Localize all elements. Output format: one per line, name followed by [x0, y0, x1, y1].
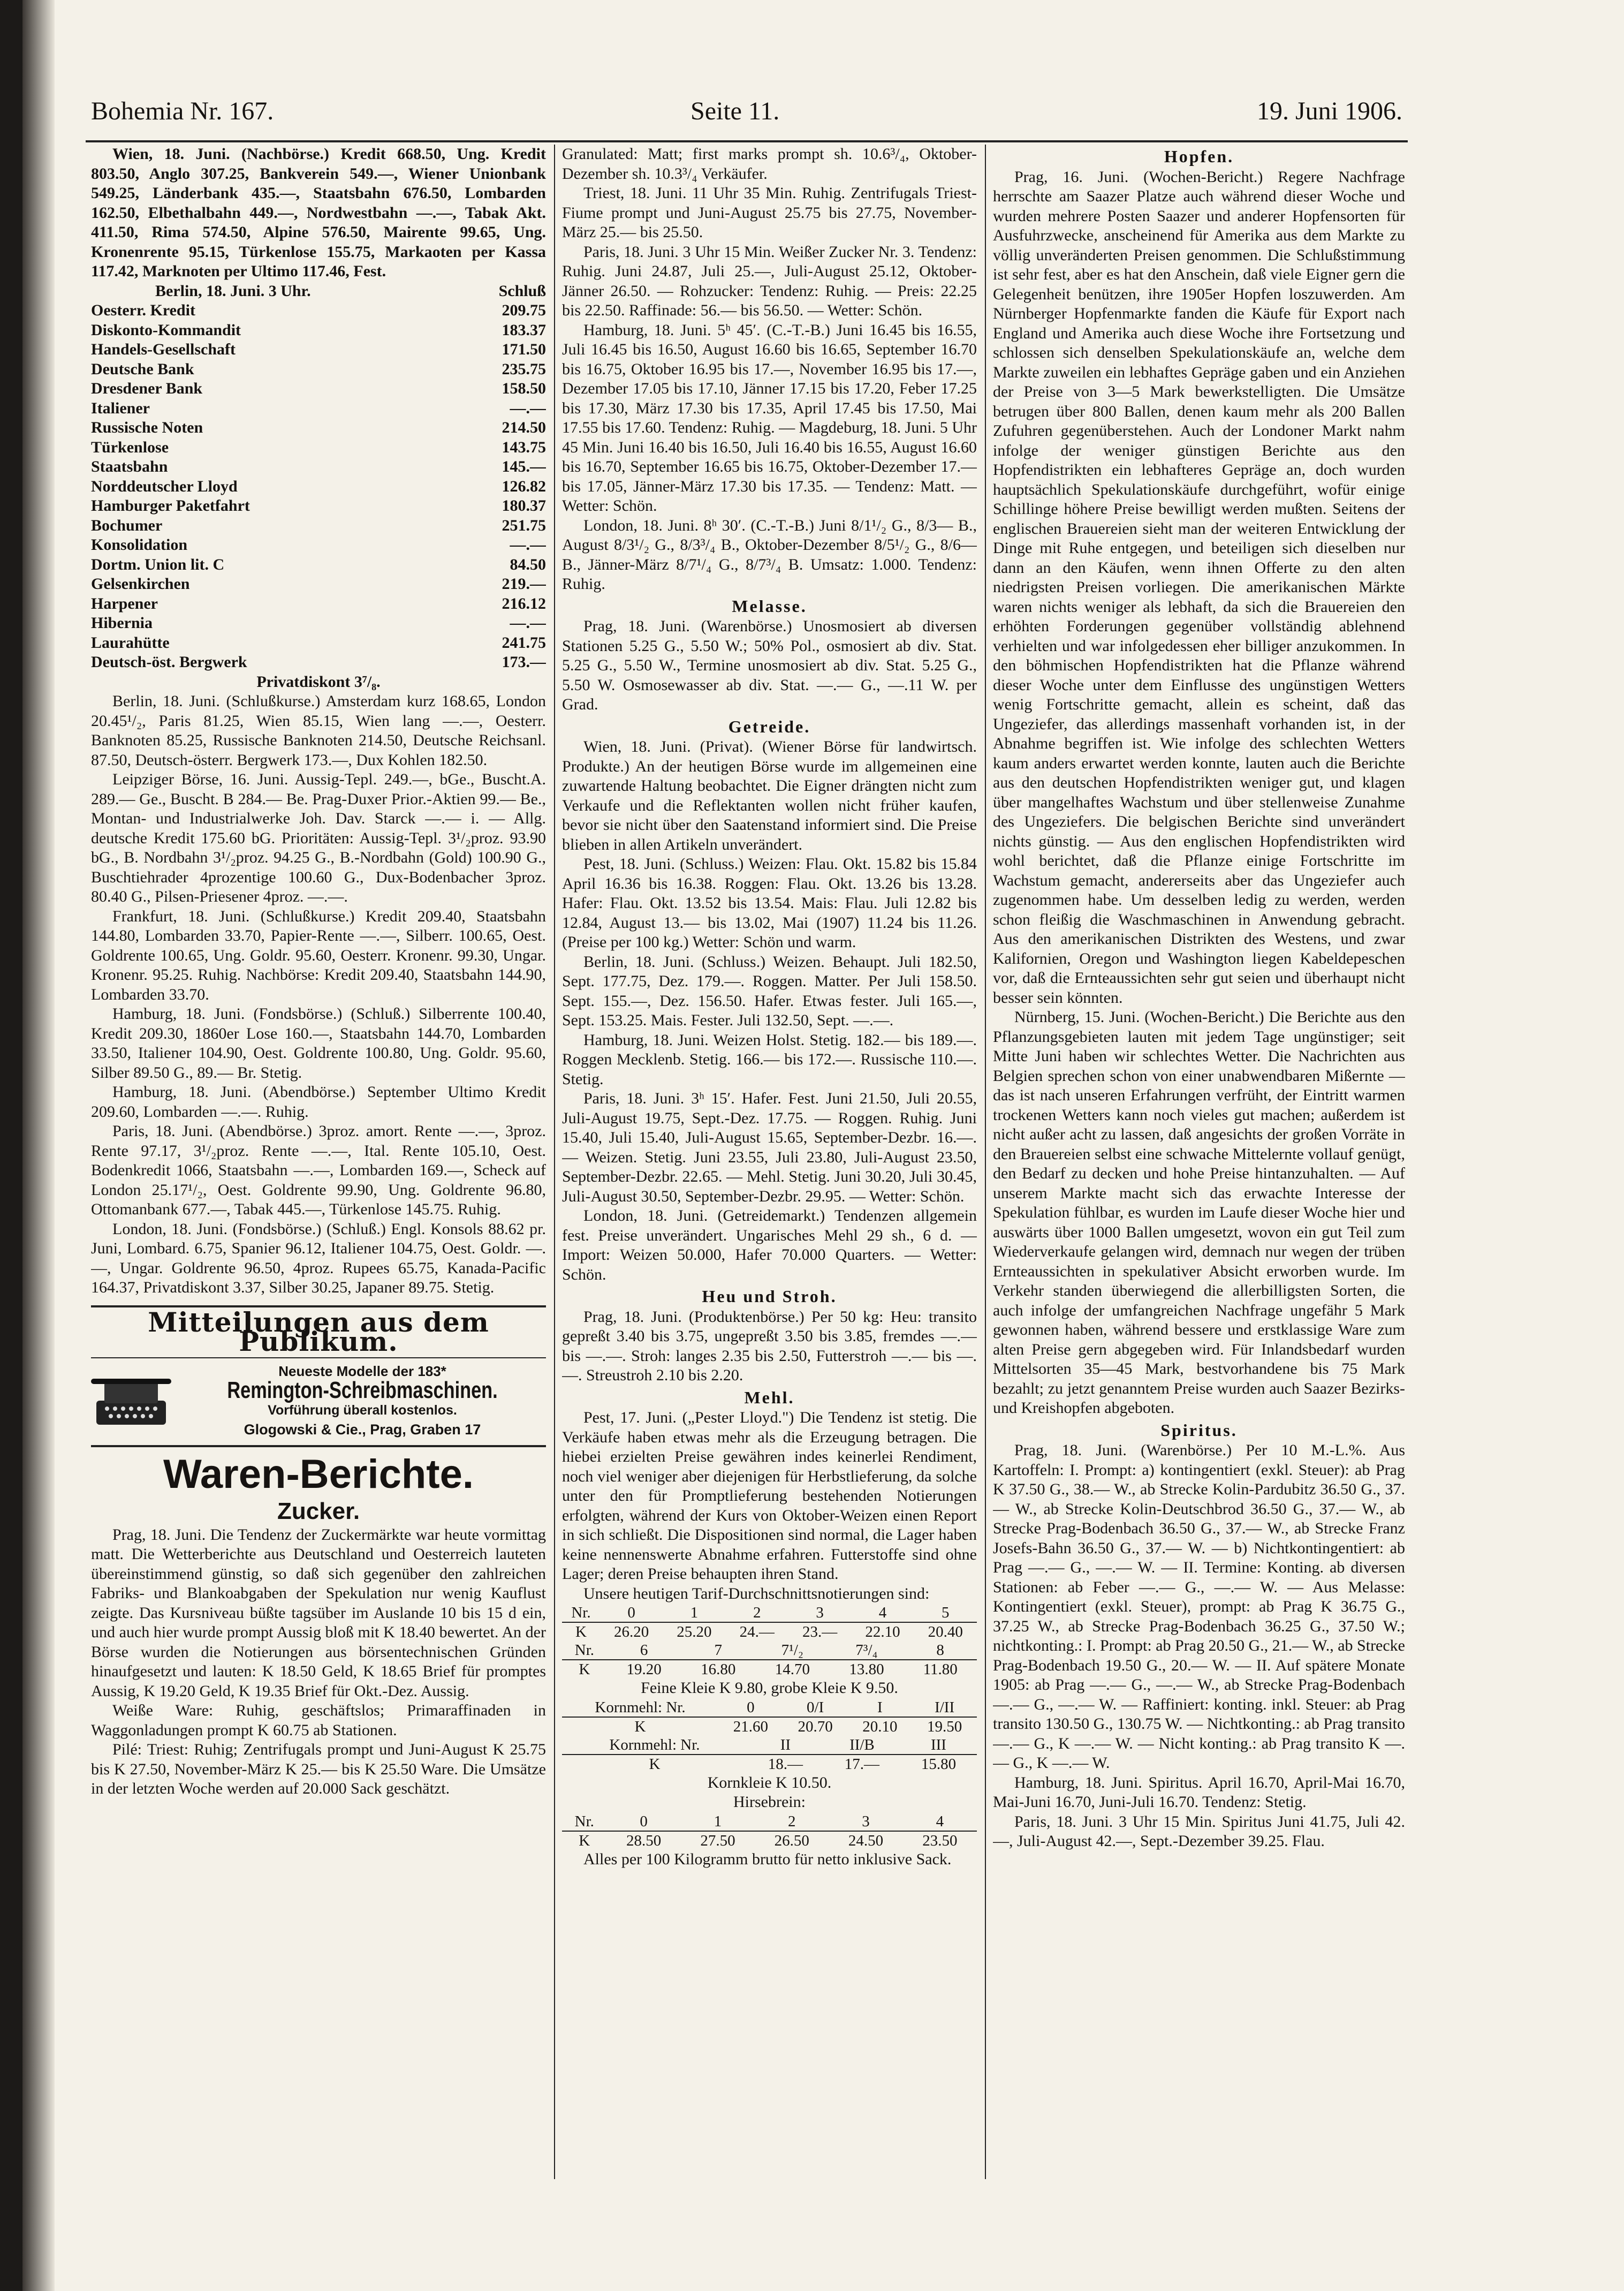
triest-zucker: Triest, 18. Juni. 11 Uhr 35 Min. Ruhig. Zentrifugals Triest-Fiume prompt und Juni-August 25.75 bis 27.75, November-März 25.— bis 25.50. — [562, 184, 977, 241]
ad-line-models: Neueste Modelle der 183* — [278, 1363, 446, 1379]
berlin-rate-row: Russische Noten 214.50 — [91, 419, 546, 436]
melasse-heading: Melasse. — [732, 596, 807, 616]
column-2 — [562, 145, 977, 2222]
zucker-prag-report: Prag, 18. Juni. Die Tendenz der Zuckermärkte war heute vormittag matt. Die Wetterberichte aus Deutschland und Oesterreich lauteten übereinstimmend günstig, so daß sich gegenüber den zahlreichen Fabriks- und Blankoabgaben der Spekulation nur wenig Kauflust zeigte. Das Kursniveau büßte tagsüber im Auslande 10 bis 15 d ein, und auch hier wurde prompt Aussig bloß mit K 18.40 bewertet. An der Börse wurden die Notierungen aus börsentechnischen Gründen hinaufgesetzt und lauten: K 18.50 Geld, K 18.65 Brief für promptes Aussig, K 19.20 Geld, K 19.35 Brief für Okt.-Dez. Aussig. — [91, 1525, 546, 1700]
berlin-rate-row: Hamburger Paketfahrt 180.37 — [91, 497, 546, 515]
kornmehl-table-1 — [562, 1698, 977, 1736]
berlin-table-head: Berlin, 18. Juni. 3 Uhr. Schluß — [155, 282, 546, 300]
berlin-rate-row: Konsolidation —.— — [91, 536, 546, 554]
ad-line-brand: Remington-Schreibmaschinen. — [227, 1377, 498, 1403]
hamburg-abendboerse: Hamburg, 18. Juni. (Abendbörse.) September Ultimo Kredit 209.60, Lombarden —.—. Ruhig. — [91, 1083, 546, 1121]
header-rule — [86, 140, 1408, 142]
typewriter-icon — [91, 1371, 171, 1430]
berlin-rate-row: Gelsenkirchen 219.— — [91, 575, 546, 593]
getreide-berlin: Berlin, 18. Juni. (Schluss.) Weizen. Behaupt. Juli 182.50, Sept. 177.75, Dez. 179.—. Roggen. Matter. Per Juli 158.50. Sept. 155.—, Dez. 156.50. Hafer. Etwas fester. Juli 165.—, Sept. 153.25. Mais. Fester. Juli 132.50, Sept. —.—. — [562, 952, 977, 1029]
spiritus-paris: Paris, 18. Juni. 3 Uhr 15 Min. Spiritus Juni 41.75, Juli 42.—, Juli-August 42.—, Sept.-Dezember 39.25. Flau. — [993, 1812, 1405, 1850]
spiritus-heading: Spiritus. — [1160, 1420, 1238, 1440]
header-date: 19. Juni 1906. — [1256, 97, 1402, 125]
berlin-rate-row: Dortm. Union lit. C 84.50 — [91, 555, 546, 573]
column-rule-1 — [554, 145, 555, 2179]
table-row: Kornmehl: Nr. 0 0/I I I/II — [562, 1698, 977, 1717]
getreide-heading: Getreide. — [728, 716, 811, 736]
hirsebrein-heading: Hirsebrein: — [733, 1793, 806, 1811]
getreide-paris: Paris, 18. Juni. 3ʰ 15′. Hafer. Fest. Juni 21.50, Juli 20.55, Juli-August 19.75, Sept.-Dez. 17.75. — Roggen. Ruhig. Juni 15.40, Juli 15.40, Juli-August 15.65, September-Dezbr. 16.—. — Weizen. Stetig. Juni 23.55, Juli 23.80, Juli-August 23.50, September-Dezbr. 22.65. — Mehl. Stetig. Juni 30.20, Juli 30.45, Juli-August 30.50, September-Dezbr. 29.95. — Wetter: Schön. — [562, 1090, 977, 1205]
berlin-rate-row: Harpener 216.12 — [91, 594, 546, 613]
remington-advertisement — [91, 1362, 546, 1440]
berlin-rate-row: Laurahütte 241.75 — [91, 633, 546, 652]
hamburg-magdeburg-zucker: Hamburg, 18. Juni. 5ʰ 45′. (C.-T.-B.) Juni 16.45 bis 16.55, Juli 16.45 bis 16.50, August 16.60 bis 16.65, September 16.70 bis 16.75, Oktober 16.95 bis 17.—, November 16.95 bis 17.—, Dezember 17.05 bis 17.10, Jänner 17.15 bis 17.20, Feber 17.25 bis 17.30, März 17.30 bis 17.35, April 17.45 bis 17.50, Mai 17.55 bis 17.60. Tendenz: Ruhig. — Magdeburg, 18. Juni. 5 Uhr 45 Min. Juni 16.40 bis 16.50, Juli 16.40 bis 16.55, August 16.60 bis 16.70, September 16.65 bis 16.75, Oktober-Dezember 17.— bis 17.05, Jänner-März 17.30 bis 17.35. — Tendenz: Matt. — Wetter: Schön. — [562, 321, 977, 515]
berlin-rate-row: Türkenlose 143.75 — [91, 438, 546, 456]
column-1 — [91, 145, 546, 2222]
tarif-intro: Unsere heutigen Tarif-Durchschnittsnotierungen sind: — [583, 1584, 930, 1602]
zucker-weisse-ware: Weiße Ware: Ruhig, geschäftslos; Primaraffinaden in Waggonladungen prompt K 60.75 ab Stationen. — [91, 1702, 546, 1739]
kornmehl-table-2 — [562, 1736, 977, 1773]
spiritus-prag: Prag, 18. Juni. (Warenbörse.) Per 10 M.-L.%. Aus Kartoffeln: I. Prompt: a) kontingentiert (exkl. Steuer): ab Prag K 37.50 G., 38.— W., ab Strecke Kolin-Pardubitz 36.50 G., 37.— W., ab Strecke Kolin-Deutschbrod 36.50 G., 37.— W., ab Strecke Prag-Bodenbach 36.50 G., 37.— W., ab Strecke Franz Josefs-Bahn 36.50 G., 37.— W. — b) Nichtkontingentiert: ab Prag —.— G., —.— W. — II. Termine: Konting. ab diversen Stationen: ab Feber —.— G., —.— W. — Aus Melasse: Kontingentiert (exkl. Steuer), prompt: ab Prag K 36.75 G., 37.25 W., ab Strecke Prag-Bodenbach 36.25 G., 37.50 W.; nichtkonting.: I. Prompt: ab Prag 20.50 G., 21.— W., ab Strecke Prag-Bodenbach 19.50 G., 20.— W. — II. Auf spätere Monate 1905: ab Prag —.— G., —.— W., ab Strecke Prag-Bodenbach —.— G., —.— W. — Raffiniert: konting. inkl. Steuer: ab Prag transito 130.50 G., 130.75 W. — Nichtkonting.: ab Prag transito —.— G., K —.— W. — Nicht konting.: ab Prag transito K —.— G., K —.— W. — [993, 1441, 1405, 1772]
heu-stroh-heading: Heu und Stroh. — [702, 1287, 837, 1306]
header-paper-name: Bohemia Nr. 167. — [91, 97, 274, 125]
zucker-pile: Pilé: Triest: Ruhig; Zentrifugals prompt und Juni-August K 25.75 bis K 27.50, November-März K 25.— bis K 25.50 Ware. Die Umsätze in der letzten Woche werden auf 20.000 Sack geschätzt. — [91, 1741, 546, 1797]
zucker-heading: Zucker. — [277, 1498, 360, 1524]
getreide-london: London, 18. Juni. (Getreidemarkt.) Tendenzen allgemein fest. Preise unverändert. Ungarisches Mehl 29 sh., 6 d. — Import: Weizen 50.000, Hafer 70.000 Quarters. — Wetter: Schön. — [562, 1207, 977, 1283]
table-row: K 19.20 16.80 14.70 13.80 11.80 — [579, 1661, 958, 1678]
hamburg-fondsboerse: Hamburg, 18. Juni. (Fondsbörse.) (Schluß.) Silberrente 100.40, Kredit 209.30, 1860er Lose 160.—, Staatsbahn 144.70, Lombarden 33.50, Italiener 104.90, Oest. Goldrente 100.80, Ung. Goldr. 95.60, Silber 89.50 G., 89.— Br. Stetig. — [91, 1005, 546, 1082]
berlin-schlusskurse: Berlin, 18. Juni. (Schlußkurse.) Amsterdam kurz 168.65, London 20.45¹/₂, Paris 81.25, Wien 85.15, Wien lang —.—, Oesterr. Banknoten 85.25, Russische Banknoten 214.50, Deutsche Reichsanl. 87.50, Deutsch-österr. Bergwerk 173.—, Dux Kohlen 182.50. — [91, 692, 546, 769]
paris-zucker: Paris, 18. Juni. 3 Uhr 15 Min. Weißer Zucker Nr. 3. Tendenz: Ruhig. Juni 24.87, Juli 25.—, Juli-August 25.12, Oktober-Jänner 26.50. — Rohzucker: Tendenz: Ruhig. — Preis: 22.25 bis 22.50. Raffinade: 56.— bis 56.50. — Wetter: Schön. — [562, 243, 977, 319]
getreide-pest: Pest, 18. Juni. (Schluss.) Weizen: Flau. Okt. 15.82 bis 15.84 April 16.36 bis 16.38. Roggen: Flau. Okt. 13.26 bis 13.28. Hafer: Flau. Okt. 13.52 bis 13.54. Mais: Flau. Juli 12.82 bis 12.84, August 13.— bis 13.02, Mai (1907) 11.24 bis 11.26. (Preise per 100 kg.) Wetter: Schön und warm. — [562, 855, 977, 951]
hopfen-prag-report: Prag, 16. Juni. (Wochen-Bericht.) Regere Nachfrage herrschte am Saazer Platze auch während dieser Woche und wurden mehrere Posten Saazer und anderer Hopfensorten für Ausfuhrzwecke, anscheinend für Amerika aus dem Markte zu völlig unveränderten Preisen genommen. Die Schlußstimmung ist sehr fest, aber es hat den Anschein, daß viele Eigner gern die Gelegenheit benützen, ihre 1905er Hopfen loszuwerden. Am Nürnberger Hopfenmarkte fanden die Käufe für Export nach England und Amerika auch diese Woche ihre Fortsetzung und schlossen sich denselben Spekulationskäufe an, welche dem Markte zuweilen ein lebhaftes Gepräge gaben und ein Anziehen der Preise von 3—5 Mark bewerkstelligten. Die Umsätze betrugen über 800 Ballen, denen kaum mehr als 200 Ballen Zufuhren gegenüberstehen. Auch der Londoner Markt nahm infolge der weniger günstigen Berichte aus den Hopfendistrikten ein lebhafteres Gepräge an, doch wurden hauptsächlich Spekulationskäufe durchgeführt, wofür einige Schillinge höhere Preise bewilligt werden mußten. Seitens der englischen Brauereien sieht man der weiteren Entwicklung der Dinge mit Ruhe entgegen, und beteiligen sich dieselben nur dann an den Käufen, wenn ihnen Offerte zu den alten niedrigsten Preisen vorliegen. Die amerikanischen Märkte waren nichts weniger als lebhaft, da sich die Brauereien den erhöhten Forderungen gegenüber vollständig ablehnend verhielten und war infolgedessen eher billiger anzukommen. In den böhmischen Hopfendistrikten hat die Pflanze während dieser Woche unter dem Einflusse des ungünstigen Wetters wenig Fortschritte gemacht, allein es scheint, daß das Ungeziefer, das allerdings massenhaft vorhanden ist, in der Abnahme begriffen ist. Wie infolge des schlechten Wetters kaum anders erwartet werden konnte, lauten auch die Berichte aus den deutschen Hopfendistrikten weniger gut, und klagen über mangelhaftes Wachstum und über stellenweise Zunahme des Ungeziefers. Die belgischen Berichte sind unverändert nichts günstig. — Aus den englischen Hopfendistrikten wird wohl berichtet, daß die Pflanze einige Fortschritte im Wachstum gemacht, andererseits aber das Ungeziefer auch zugenommen habe. Um desselben ledig zu werden, werden schon fleißig die Waschmaschinen in Anwendung gebracht. Aus den amerikanischen Distrikten des Westens, und zwar Kalifornien, Oregon und Washington liegen Kabeldepeschen vor, daß die Ernteaussichten sehr gut seien und überhaupt nicht besser sein könnten. — [993, 168, 1405, 1007]
berlin-rate-row: Staatsbahn 145.— — [91, 458, 546, 475]
table-row: Nr. 0 1 2 3 4 — [562, 1812, 977, 1831]
table-row: Kornmehl: Nr. II II/B III — [562, 1736, 977, 1755]
mehl-report: Pest, 17. Juni. („Pester Lloyd.") Die Tendenz ist stetig. Die Verkäufe haben etwas mehr als die Erzeugung betragen. Die hiebei erzielten Preise gewähren indes keinerlei Rendiment, noch viel weniger aber diejenigen für Herbstlieferung, da solche unter den für Promptlieferung bestehenden Notierungen erfolgten, während der Kurs von Oktober-Weizen einen Report in sich schließt. Die Dispositionen sind normal, die Lager haben keine nennenswerte Abnahme erfahren. Futterstoffe sind ohne Lager; deren Preise behaupten ihren Stand. — [562, 1409, 977, 1583]
table-row: Nr. 6 7 7¹/₂ 7³/₄ 8 — [562, 1641, 977, 1660]
header-page-number: Seite 11. — [690, 97, 780, 125]
table-row: K 18.— 17.— 15.80 — [649, 1755, 957, 1773]
getreide-hamburg: Hamburg, 18. Juni. Weizen Holst. Stetig. 182.— bis 189.—. Roggen Mecklenb. Stetig. 166.— bis 172.—. Russische 110.—. Stetig. — [562, 1031, 977, 1088]
berlin-rate-row: Italiener —.— — [91, 399, 546, 417]
ad-line-demo: Vorführung überall kostenlos. — [268, 1402, 457, 1418]
hopfen-nuernberg-report: Nürnberg, 15. Juni. (Wochen-Bericht.) Die Berichte aus den Pflanzungsgebieten lauten mit jedem Tage ungünstiger; seit Mitte Juni haben wir schlechtes Wetter. Die Nachrichten aus Belgien sprechen schon von einer unabwendbaren Mißernte — das ist nach unseren Erfahrungen verfrüht, der Eintritt warmen trockenen Wetters kann noch vieles gut machen; außerdem ist nicht außer acht zu lassen, daß angesichts der großen Vorräte in den Brauereien selbst eine schwache Mittelernte vollauf genügt, den Bedarf zu decken und hohe Preise hintanzuhalten. — Auf unserem Markte macht sich das erwachte Interesse der Spekulation fühlbar, es wurden im Laufe dieser Woche hier und auswärts über 1000 Ballen umgesetzt, wovon ein gut Teil zum Wiederverkaufe gelangen wird, demnach nur wegen der trüben Ernteaussichten in spekulativer Absicht erworben wurde. Im Verkehr standen überwiegend die allerbilligsten Sorten, die auch infolge der umfangreichen Nachfrage ungefähr 5 Mark gewonnen haben, während bessere und erstklassige Ware zum alten Preise gern abgegeben wird. Für Inlandsbedarf wurden Mittelsorten 35—45 Mark, bestvorhandene bis 75 Mark bezahlt; zu jetzt genanntem Preise wurden auch Saazer Bezirks- und Kreishopfen abgeboten. — [993, 1008, 1405, 1417]
kornkleie-price: Kornkleie K 10.50. — [707, 1773, 832, 1791]
hirsebrein-table — [562, 1812, 977, 1850]
paris-abendboerse: Paris, 18. Juni. (Abendbörse.) 3proz. amort. Rente —.—, 3proz. Rente 97.17, 3¹/₂proz. Rente —.—, Ital. Rente 105.10, Oest. Bodenkredit 1066, Staatsbahn —.—, Lombarden 169.—, Scheck auf London 25.17¹/₂, Oest. Goldrente 99.90, Ung. Goldrente 96.80, Ottomanbank 677.—, Tabak 445.—, Türkenlose 145.75. Ruhig. — [91, 1122, 546, 1218]
table-row: K 21.60 20.70 20.10 19.50 — [634, 1718, 962, 1735]
berlin-rate-row: Oesterr. Kredit 209.75 — [91, 301, 546, 319]
mitteilungen-heading: Mitteilungen aus dem Publikum. — [91, 1305, 546, 1358]
scan-shadow — [22, 0, 55, 2291]
spiritus-hamburg: Hamburg, 18. Juni. Spiritus. April 16.70, April-Mai 16.70, Mai-Juni 16.70, Juni-Juli 16.70. Tendenz: Stetig. — [993, 1773, 1405, 1811]
table-row: K 28.50 27.50 26.50 24.50 23.50 — [579, 1832, 958, 1849]
london-zucker: London, 18. Juni. 8ʰ 30′. (C.-T.-B.) Juni 8/1¹/₂ G., 8/3— B., August 8/3¹/₂ G., 8/3³/₄ B., Oktober-Dezember 8/5¹/₂ G., 8/6— B., Jänner-März 8/7¹/₄ G., 8/7³/₄ B. Umsatz: 1.000. Tendenz: Ruhig. — [562, 516, 977, 593]
melasse-report: Prag, 18. Juni. (Warenbörse.) Unosmosiert ab diversen Stationen 5.25 G., 5.50 W.; 50% Pol., osmosiert ab div. Stat. 5.25 G., 5.50 W., Termine unosmosiert ab div. Stat. 5.25 G., 5.50 W. Osmosewasser ab div. Stat. —.— G., —.11 W. per Grad. — [562, 617, 977, 713]
wien-boerse-report: Wien, 18. Juni. (Nachbörse.) Kredit 668.50, Ung. Kredit 803.50, Anglo 307.25, Bankverein 549.—, Wiener Unionbank 549.25, Länderbank 435.—, Staatsbahn 676.50, Lombarden 162.50, Elbethalbahn 449.—, Nordwestbahn —.—, Tabak Akt. 411.50, Rima 574.50, Alpine 576.50, Mairente 99.65, Ung. Kronenrente 95.15, Türkenlose 155.75, Markaoten per Kassa 117.42, Marknoten per Ultimo 117.46, Fest. — [91, 145, 546, 280]
getreide-wien: Wien, 18. Juni. (Privat). (Wiener Börse für landwirtsch. Produkte.) An der heutigen Börse wurde im allgemeinen eine zuwartende Haltung beobachtet. Die Eigner drängten nicht zum Verkaufe und die Reflektanten wollen nicht früher kaufen, bevor sie nicht über den Saatenstand informiert sind. Die Preise blieben in allen Artikeln unverändert. — [562, 738, 977, 853]
berlin-rate-row: Dresdener Bank 158.50 — [91, 380, 546, 397]
scan-border — [0, 0, 22, 2291]
tarif-table-2 — [562, 1641, 977, 1678]
berlin-rate-row: Hibernia —.— — [91, 614, 546, 632]
frankfurt-report: Frankfurt, 18. Juni. (Schlußkurse.) Kredit 209.40, Staatsbahn 144.80, Lombarden 33.70, Papier-Rente —.—, Silberr. 100.65, Oest. Goldrente 100.65, Ung. Goldr. 95.60, Oesterr. Kronenr. 99.30, Ungar. Kronenr. 95.25. Ruhig. Nachbörse: Kredit 209.40, Staatsbahn 144.90, Lombarden 33.70. — [91, 907, 546, 1003]
berlin-rate-row: Norddeutscher Lloyd 126.82 — [91, 477, 546, 495]
berlin-rate-row: Handels-Gesellschaft 171.50 — [91, 341, 546, 358]
heu-stroh-report: Prag, 18. Juni. (Produktenbörse.) Per 50 kg: Heu: transito gepreßt 3.40 bis 3.75, ungepreßt 3.50 bis 3.85, fremdes —.— bis —.—. Stroh: langes 2.35 bis 2.50, Futterstroh —.— bis —.—. Streustroh 2.10 bis 2.20. — [562, 1307, 977, 1384]
ad-line-address: Glogowski & Cie., Prag, Graben 17 — [244, 1422, 481, 1438]
berlin-rate-row: Bochumer 251.75 — [91, 516, 546, 534]
waren-berichte-heading: Waren-Berichte. — [91, 1445, 546, 1498]
berlin-rate-row: Deutsche Bank 235.75 — [91, 360, 546, 378]
granulated-report: Granulated: Matt; first marks prompt sh. 10.6³/₄, Oktober-Dezember sh. 10.3³/₄ Verkäufer. — [562, 145, 977, 183]
column-3 — [993, 145, 1405, 2222]
tarif-table-1 — [562, 1604, 977, 1641]
hopfen-heading: Hopfen. — [1164, 147, 1234, 166]
berlin-rate-row: Diskonto-Kommandit 183.37 — [91, 321, 546, 339]
page-header — [91, 96, 1402, 134]
kleie-prices: Feine Kleie K 9.80, grobe Kleie K 9.50. — [641, 1679, 898, 1697]
mehl-heading: Mehl. — [744, 1387, 795, 1407]
leipzig-boerse: Leipziger Börse, 16. Juni. Aussig-Tepl. 249.—, bGe., Buscht.A. 289.— Ge., Buscht. B 284.— Be. Prag-Duxer Prior.-Aktien 99.— Be., Montan- und Industrialwerke Joh. Dav. Starck —.— i. — Allg. deutsche Kredit 175.60 bG. Prioritäten: Aussig-Tepl. 3¹/₂proz. 93.90 bG., B. Nordbahn 3¹/₂proz. 94.25 G., B.-Nordbahn (Gold) 100.90 G., Buschtiehrader 4prozentige 100.60 G., Dux-Bodenbacher 3proz. 80.40 G., Pilsen-Priesener 4proz. —.—. — [91, 770, 546, 905]
berlin-rate-row: Deutsch-öst. Bergwerk 173.— — [91, 653, 546, 671]
ad-text — [179, 1362, 546, 1440]
london-fondsboerse: London, 18. Juni. (Fondsbörse.) (Schluß.) Engl. Konsols 88.62 pr. Juni, Lombard. 6.75, Spanier 96.12, Italiener 104.75, Oest. Goldr. —.—, Ungar. Goldrente 96.50, 4proz. Rupees 65.75, Kanada-Pacific 164.37, Privatdiskont 3.37, Silber 30.25, Japaner 89.75. Stetig. — [91, 1220, 546, 1296]
table-row: Nr. 0 1 2 3 4 5 — [562, 1604, 977, 1622]
privatdiskont: Privatdiskont 3⁷/₈. — [256, 672, 381, 691]
table-row: K 26.20 25.20 24.— 23.— 22.10 20.40 — [575, 1623, 963, 1640]
column-rule-2 — [985, 145, 986, 2179]
mehl-footnote: Alles per 100 Kilogramm brutto für netto inklusive Sack. — [583, 1850, 952, 1868]
berlin-rates-table — [91, 301, 546, 672]
